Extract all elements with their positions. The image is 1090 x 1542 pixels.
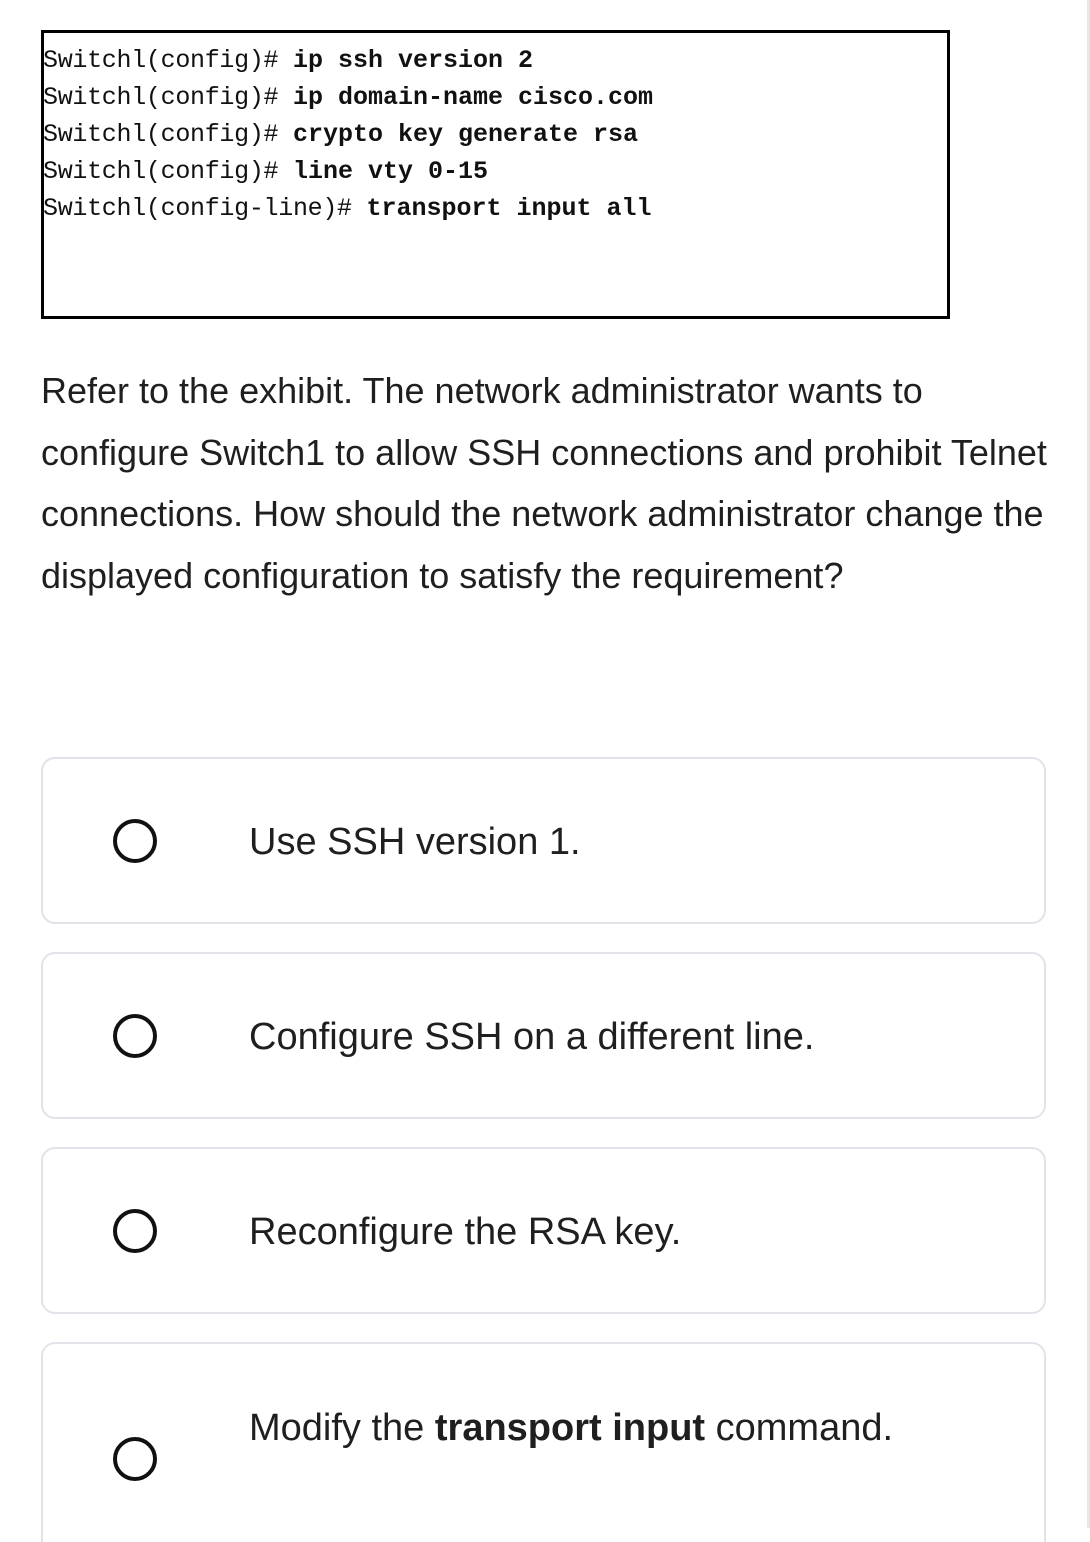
cli-command: transport input all: [366, 194, 652, 223]
question-text: Refer to the exhibit. The network administrator wants to configure Switch1 to allow SSH connections and prohibit Telnet connections. How should the network administrator change the displayed configuration to satisfy the requirement?: [41, 370, 1047, 596]
answer-option-label: Reconfigure the RSA key.: [249, 1211, 682, 1253]
exhibit-line: [43, 79, 653, 116]
exhibit-line: [43, 116, 653, 153]
answer-option-4[interactable]: [41, 1342, 1046, 1542]
cli-prompt: Switchl(config)#: [43, 120, 293, 149]
cli-command: crypto key generate rsa: [292, 120, 639, 149]
cli-prompt: Switchl(config)#: [43, 157, 293, 186]
radio-button-icon[interactable]: [113, 1437, 157, 1481]
cli-command: ip domain-name cisco.com: [292, 83, 654, 112]
cli-command: line vty 0-15: [292, 157, 488, 186]
label-prefix: Modify the: [249, 1407, 435, 1449]
answer-option-2[interactable]: [41, 952, 1046, 1119]
cli-prompt: Switchl(config-line)#: [43, 194, 367, 223]
cli-prompt: Switchl(config)#: [43, 46, 293, 75]
answer-option-label: Configure SSH on a different line.: [249, 1016, 815, 1058]
radio-button-icon[interactable]: [113, 819, 157, 863]
radio-button-icon[interactable]: [113, 1209, 157, 1253]
cli-prompt: Switchl(config)#: [43, 83, 293, 112]
answer-option-3[interactable]: [41, 1147, 1046, 1314]
answer-option-label: Use SSH version 1.: [249, 821, 581, 863]
label-suffix: command.: [705, 1407, 894, 1449]
answer-option-label: [249, 1398, 1009, 1459]
exhibit-line: [43, 42, 653, 79]
label-bold-command: transport input: [434, 1407, 706, 1449]
radio-button-icon[interactable]: [113, 1014, 157, 1058]
exhibit-line: [43, 190, 653, 227]
exhibit-line: [43, 153, 653, 190]
exhibit-config-lines: [43, 42, 653, 227]
answer-option-1[interactable]: [41, 757, 1046, 924]
cli-command: ip ssh version 2: [292, 46, 533, 75]
